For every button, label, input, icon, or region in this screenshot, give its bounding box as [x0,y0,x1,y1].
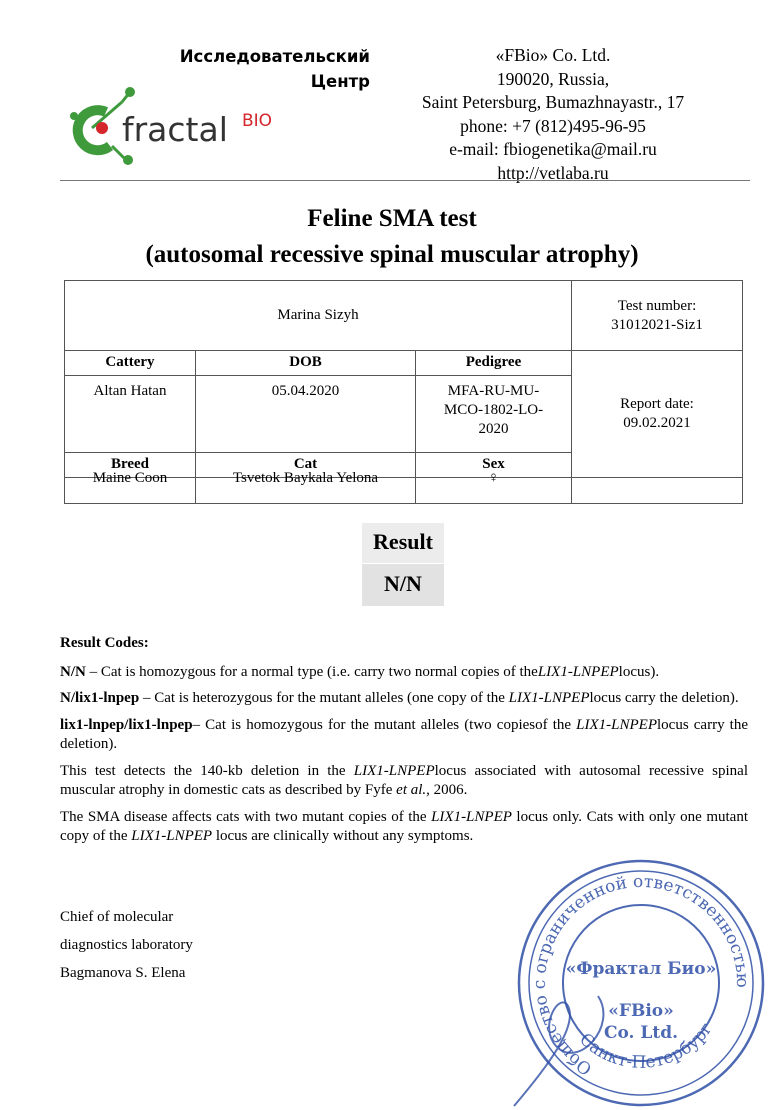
code-nn: N/N – Cat is homozygous for a normal type (i.e. carry two normal copies of theLIX1-LNPEPlocus). [60,663,660,680]
signature-block: Chief of molecular diagnostics laboratory Bagmanova S. Elena [60,909,193,981]
paragraph-disease: The SMA disease affects cats with two mutant copies of the LIX1-LNPEP locus only. Cats with only one mutant copy of the LIX1-LNPEP locus are clinically without any symptoms. [60,808,748,844]
stamp-company-ltd: Co. Ltd. [603,1023,679,1043]
report-date-cell: Report date: 09.02.2021 [572,351,743,478]
result-explanation [60,634,748,854]
header-divider [60,180,750,181]
pedigree-label: Pedigree [416,351,572,376]
dob-label: DOB [196,351,416,376]
cat-label: Cat [196,453,416,478]
code-het: N/lix1-lnpep – Cat is heterozygous for the mutant alleles (one copy of the LIX1-LNPEPlocus carry the deletion). [60,690,739,706]
logo-sup: BIO [242,111,273,131]
company-stamp [508,856,774,1110]
owner-name: Marina Sizyh [65,281,572,351]
logo-text: fractal [122,110,228,149]
paragraph-test: This test detects the 140-kb deletion in the LIX1-LNPEPlocus associated with autosomal recessive spinal muscular atrophy in domestic cats as described by Fyfe et al., 2006. [60,762,748,798]
org-name: Исследовательский Центр [179,47,370,91]
cat-value: Tsvetok Baykala Yelona [196,465,416,504]
dob-value: 05.04.2020 [196,376,416,453]
result-box [362,523,444,606]
sex-label: Sex [416,453,572,478]
code-hom: lix1-lnpep/lix1-lnpep– Cat is homozygous for the mutant alleles (two copiesof the LIX1-LNPEPlocus carry the deletion). [60,716,749,752]
result-label: Result [362,523,444,563]
stamp-city-text: Санкт-Петербург [575,1019,717,1073]
cattery-value: Altan Hatan [65,376,196,453]
report-date-cell-bottom [572,465,743,504]
stamp-company-en: «FBio» [608,1001,674,1021]
page-title: Feline SMA test (autosomal recessive spinal muscular atrophy) [145,205,639,268]
letterhead [0,0,784,182]
fractal-bio-logo [62,86,302,172]
test-number-cell: Test number: 31012021-Siz1 [572,281,743,351]
result-codes-heading: Result Codes: [60,635,149,651]
pedigree-value: MFA-RU-MU- MCO-1802-LO- 2020 [416,376,572,453]
contact-block: «FBio» Co. Ltd. 190020, Russia, Saint Petersburg, Bumazhnayastr., 17 phone: +7 (812)495-96-95 e-mail: fbiogenetika@mail.ru http://vetlaba.ru [421,45,685,183]
cattery-label: Cattery [65,351,196,376]
breed-value: Maine Coon [65,465,196,504]
stamp-ring-text: Общество с ограниченной ответственностью [529,871,753,1079]
result-value: N/N [362,564,444,606]
info-table-values [64,465,743,504]
breed-label: Breed [65,453,196,478]
info-table [64,280,743,478]
stamp-company-ru: «Фрактал Био» [565,959,717,979]
sex-value: ♀ [416,465,572,504]
